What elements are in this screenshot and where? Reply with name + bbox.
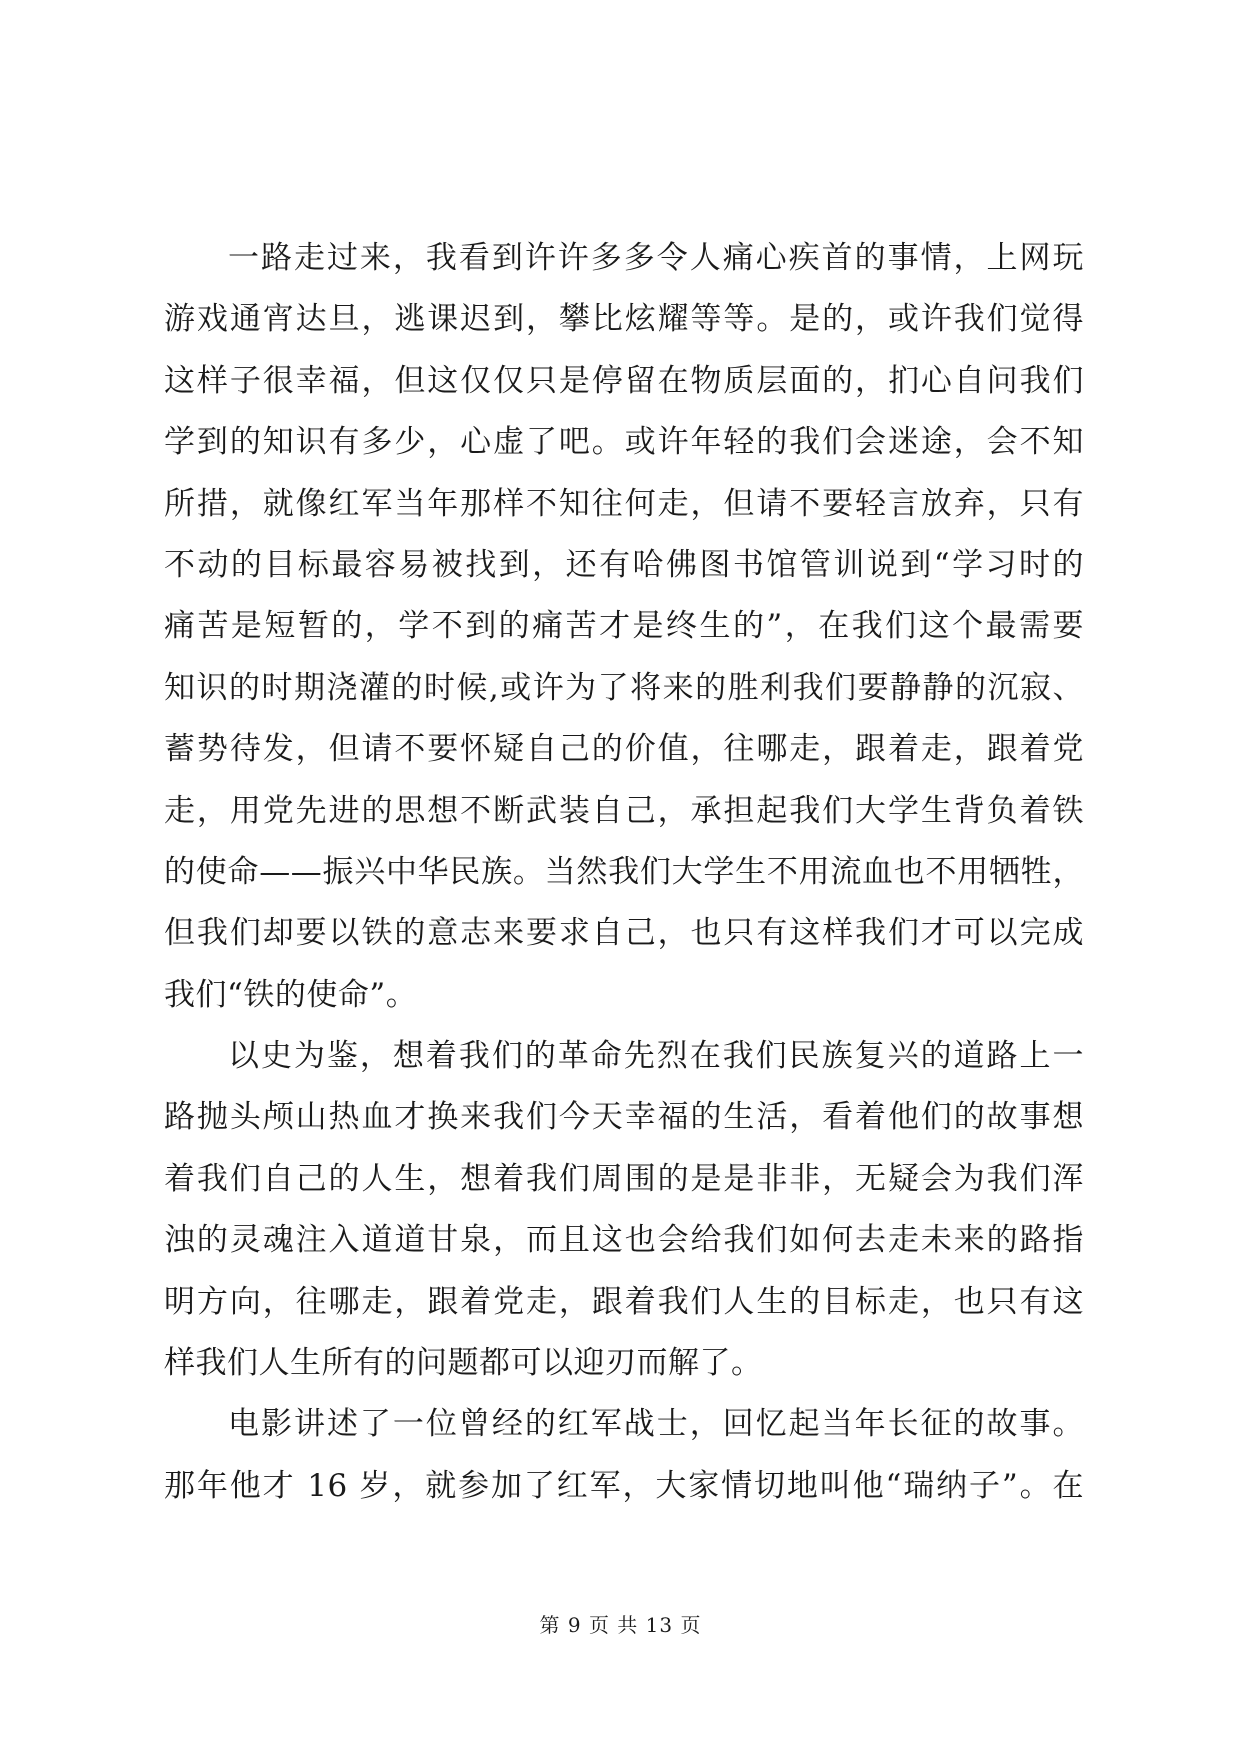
paragraph-1 bbox=[164, 228, 1084, 1026]
text-line: 样我们人生所有的问题都可以迎刃而解了。 bbox=[164, 1345, 763, 1382]
text-line: 知识的时期浇灌的时候,或许为了将来的胜利我们要静静的沉寂、 bbox=[164, 669, 1084, 706]
text-line: 所措，就像红军当年那样不知往何走，但请不要轻言放弃，只有 bbox=[164, 485, 1084, 522]
text-line: 电影讲述了一位曾经的红军战士，回忆起当年长征的故事。 bbox=[228, 1406, 1084, 1443]
text-line: 明方向，往哪走，跟着党走，跟着我们人生的目标走，也只有这 bbox=[164, 1283, 1084, 1320]
text-line: 我们“铁的使命”。 bbox=[164, 976, 418, 1013]
text-line: 蓄势待发，但请不要怀疑自己的价值，往哪走，跟着走，跟着党 bbox=[164, 731, 1084, 768]
text-line: 着我们自己的人生，想着我们周围的是是非非，无疑会为我们浑 bbox=[164, 1160, 1084, 1197]
page-number-footer: 第 9 页 共 13 页 bbox=[539, 1613, 702, 1637]
text-line: 一路走过来，我看到许许多多令人痛心疾首的事情，上网玩 bbox=[228, 240, 1084, 276]
text-line: 浊的灵魂注入道道甘泉，而且这也会给我们如何去走未来的路指 bbox=[164, 1222, 1084, 1259]
body-text bbox=[164, 228, 1084, 1517]
text-line: 路抛头颅山热血才换来我们今天幸福的生活，看着他们的故事想 bbox=[164, 1099, 1084, 1136]
text-line: 痛苦是短暂的，学不到的痛苦才是终生的”，在我们这个最需要 bbox=[164, 608, 1084, 645]
text-line: 不动的目标最容易被找到，还有哈佛图书馆管训说到“学习时的 bbox=[164, 546, 1084, 583]
text-line: 但我们却要以铁的意志来要求自己，也只有这样我们才可以完成 bbox=[164, 915, 1084, 952]
text-line: 那年他才 16 岁，就参加了红军，大家情切地叫他“瑞纳子”。在 bbox=[164, 1467, 1084, 1504]
text-line: 走，用党先进的思想不断武装自己，承担起我们大学生背负着铁 bbox=[164, 792, 1084, 829]
paragraph-3 bbox=[164, 1394, 1084, 1517]
text-line: 的使命——振兴中华民族。当然我们大学生不用流血也不用牺牲， bbox=[164, 853, 1084, 890]
text-line: 以史为鉴，想着我们的革命先烈在我们民族复兴的道路上一 bbox=[228, 1038, 1084, 1075]
text-line: 游戏通宵达旦，逃课迟到，攀比炫耀等等。是的，或许我们觉得 bbox=[164, 301, 1084, 338]
text-line: 学到的知识有多少，心虚了吧。或许年轻的我们会迷途，会不知 bbox=[164, 424, 1084, 461]
text-line: 这样子很幸福，但这仅仅只是停留在物质层面的，扪心自问我们 bbox=[164, 362, 1084, 399]
paragraph-2 bbox=[164, 1026, 1084, 1394]
